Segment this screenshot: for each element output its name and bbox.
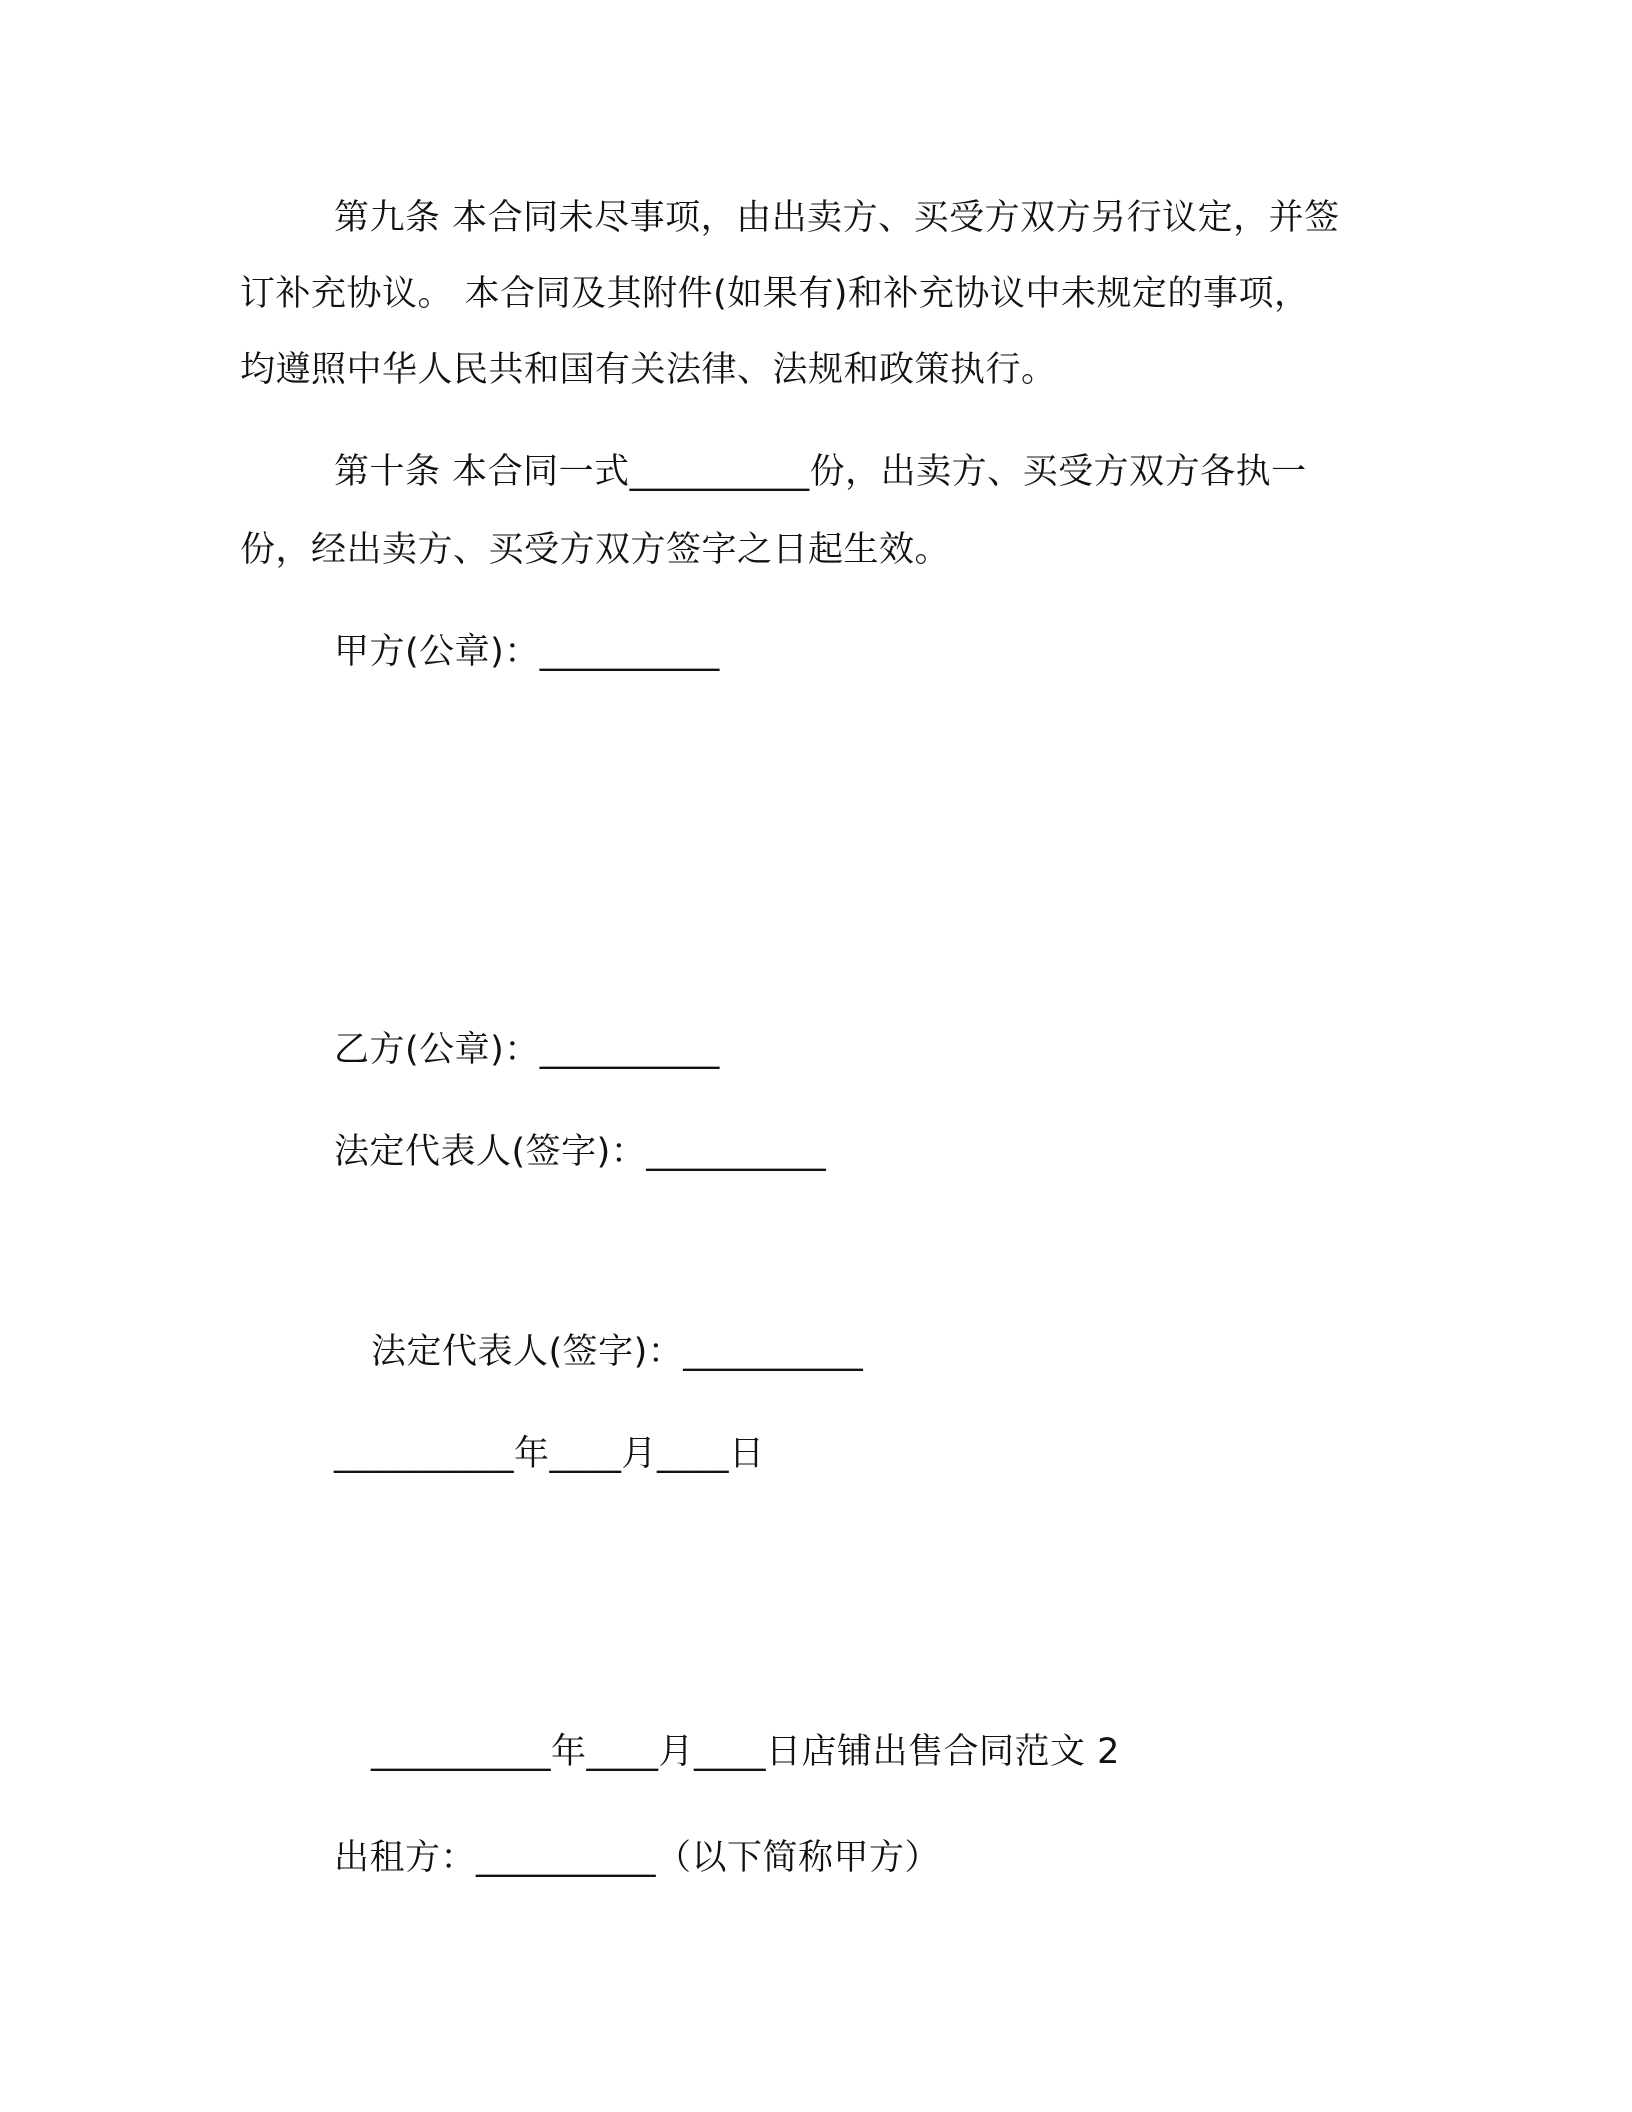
legal-representative-signature-line: 法定代表人(签字)：__________ [334, 1132, 827, 1172]
lessor-line: 出租方：__________（以下简称甲方） [334, 1838, 941, 1878]
article-9-line-1: 第九条 本合同未尽事项，由出卖方、买受方双方另行议定，并签 [334, 198, 1340, 238]
article-10-line-2: 份，经出卖方、买受方双方签字之日起生效。 [240, 530, 951, 570]
article-9-line-2: 订补充协议。 本合同及其附件(如果有)和补充协议中未规定的事项， [240, 274, 1310, 314]
article-10-line-1: 第十条 本合同一式__________份，出卖方、买受方双方各执一 [334, 452, 1307, 492]
next-contract-title-line: __________年____月____日店铺出售合同范文 2 [371, 1732, 1120, 1772]
article-9-line-3: 均遵照中华人民共和国有关法律、法规和政策执行。 [240, 350, 1057, 390]
party-a-seal-line: 甲方(公章)：__________ [334, 632, 720, 672]
legal-representative-signature-line-2: 法定代表人(签字)：__________ [371, 1332, 864, 1372]
signing-date-line: __________年____月____日 [334, 1434, 765, 1474]
party-b-seal-line: 乙方(公章)：__________ [334, 1030, 720, 1070]
